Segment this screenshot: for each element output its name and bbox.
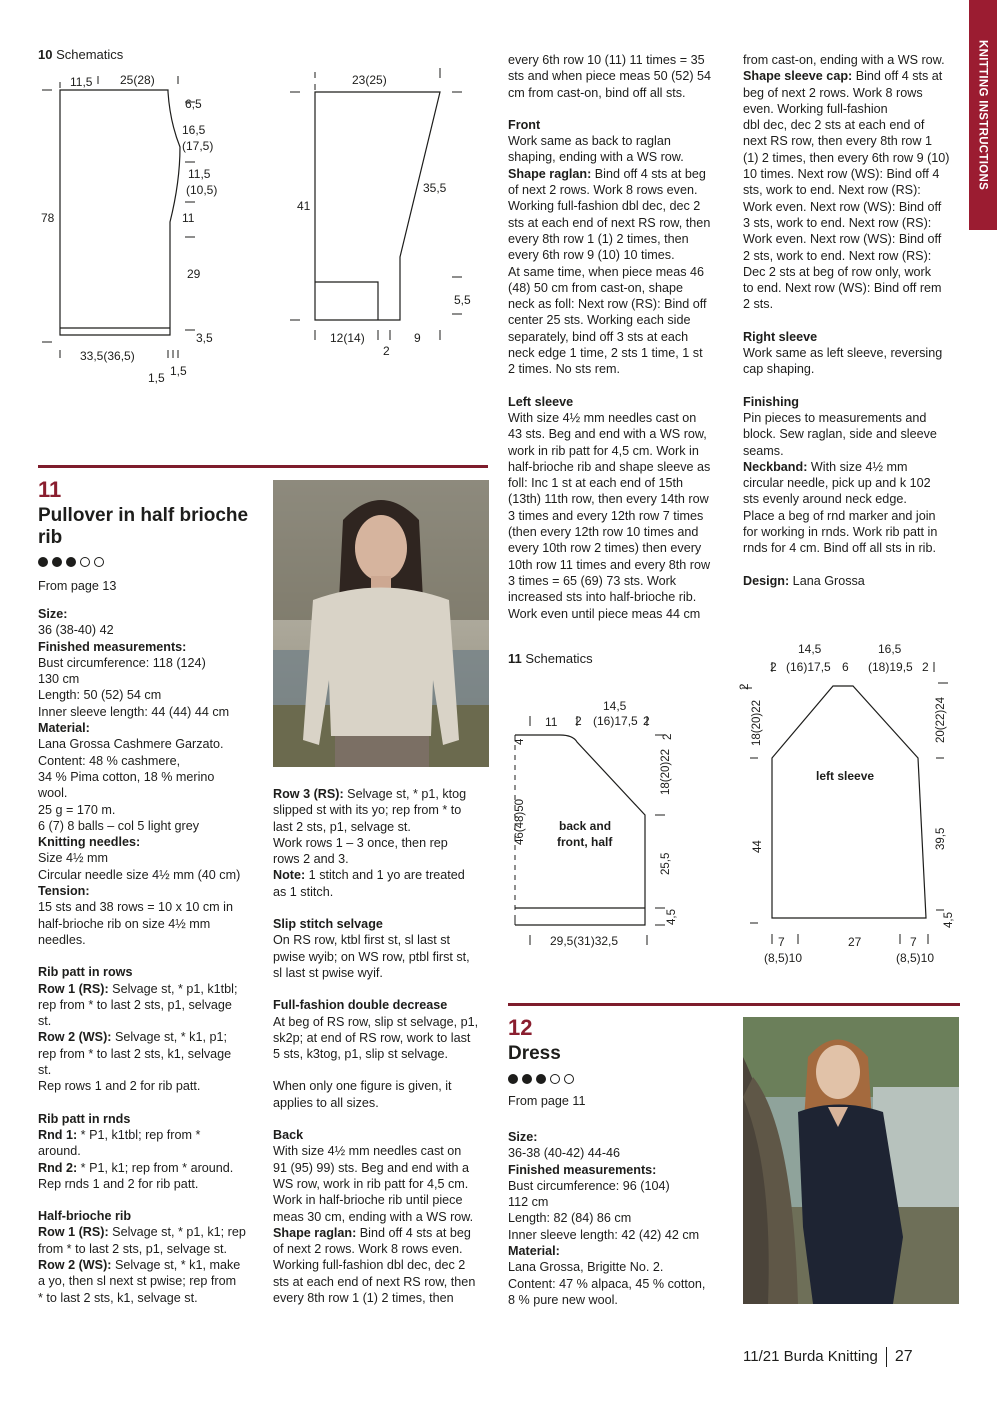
- paragraph-gap: [743, 557, 965, 573]
- dim-sleeve-gap: 2: [383, 344, 390, 358]
- schematic-11-sleeve: [728, 638, 968, 968]
- difficulty-dot-filled: [66, 557, 76, 567]
- text-line: sts evenly around neck edge.: [743, 492, 907, 507]
- text-line: st.: [38, 1014, 52, 1029]
- dim-sleeve11-cap-left-h: 18(20)22: [751, 699, 763, 746]
- paragraph-gap: [273, 981, 498, 997]
- text-line: 91 (95) 99) sts. Beg and end with a: [273, 1160, 470, 1175]
- pattern-11-col3: [508, 52, 733, 622]
- text-line-bold: Finishing: [743, 394, 799, 409]
- dim-back-raglan-alt: (10,5): [186, 183, 218, 197]
- text-line: 3 times = 65 (69) 73 sts. Work: [508, 573, 677, 588]
- paragraph-gap: [743, 313, 965, 329]
- text-line-bold: Rib patt in rnds: [38, 1111, 131, 1126]
- dim-back-raglan: 11,5: [188, 167, 211, 181]
- text-line-bold: Knitting needles:: [38, 835, 141, 850]
- dim-sleeve-right: 9: [414, 331, 421, 345]
- dim-back-body: 29: [187, 267, 201, 281]
- dim-body-gap: 2: [575, 714, 582, 728]
- text-line-bold: Size:: [508, 1130, 538, 1144]
- text-line: Bust circumference: 118 (124): [38, 655, 206, 670]
- text-line: Row 1 (RS): Selvage st, * p1, k1tbl;: [38, 981, 238, 996]
- text-line: 2 sts.: [743, 297, 774, 312]
- text-line-bold: Back: [273, 1128, 304, 1143]
- text-line: to end. Next row (WS): Bind off rem: [743, 281, 942, 296]
- text-line: Lana Grossa, Brigitte No. 2.: [508, 1260, 664, 1275]
- text-line: of next 2 rows. Work 8 rows even.: [273, 1242, 463, 1257]
- text-line: every 10th row 2 times) then every: [508, 541, 702, 556]
- dim-sleeve-cuff: 12(14): [330, 331, 365, 345]
- dim-sleeve11-gap: 2: [770, 660, 777, 674]
- text-line-bold: Front: [508, 117, 541, 132]
- paragraph-gap: [38, 1095, 268, 1111]
- dim-back-neck: 25(28): [120, 73, 155, 87]
- pattern-11-header: [38, 478, 268, 594]
- dim-sleeve-top: 23(25): [352, 73, 387, 87]
- text-line: sts, work to end. Next row (RS):: [743, 183, 921, 198]
- text-line: 3 times and every 12th row 7 times: [508, 508, 704, 523]
- text-line: even. Working full-fashion: [743, 101, 888, 116]
- text-line-bold: Tension:: [38, 884, 90, 899]
- pattern-11-mid-column: [273, 786, 498, 1306]
- text-line: 130 cm: [38, 672, 80, 687]
- text-line: (48) 50 cm from cast-on, shape: [508, 280, 683, 295]
- text-line: [743, 394, 965, 410]
- text-line: separately, bind off 3 sts at each: [508, 329, 689, 344]
- text-line: At beg of RS row, slip st selvage, p1,: [273, 1014, 479, 1029]
- dim-sleeve11-cap-left: (16)17,5: [786, 660, 831, 674]
- schematic-11-title: 11 Schematics: [508, 651, 593, 666]
- text-line: sts at each end of next RS row, then: [273, 1274, 476, 1289]
- text-line: Shape raglan: Bind off 4 sts at beg: [273, 1225, 471, 1240]
- text-line-bold: Design:: [743, 573, 790, 588]
- difficulty-dot-empty: [94, 557, 104, 567]
- text-line: sts at each end of next RS row, then: [508, 215, 711, 230]
- text-line: Work even until piece meas 44 cm: [508, 606, 701, 621]
- text-line-bold: Shape raglan:: [273, 1225, 357, 1240]
- difficulty-dot-filled: [536, 1074, 546, 1084]
- dim-body-gap2: 2: [643, 714, 650, 728]
- paragraph-gap: [508, 378, 733, 394]
- text-line: meas 30 cm, ending with a WS row.: [273, 1209, 474, 1224]
- text-line: slipped st with its yo; rep from * to: [273, 803, 462, 818]
- text-line: Pin pieces to measurements and: [743, 410, 927, 425]
- text-line: [38, 1208, 268, 1224]
- text-line-bold: Row 1 (RS):: [38, 1225, 109, 1240]
- text-line: work in rib patt for 4,5 cm. Work in: [508, 443, 699, 458]
- text-line: [38, 834, 268, 850]
- text-line: neck as foll: Next row (RS): Bind off: [508, 297, 707, 312]
- pattern-11-col4: [743, 52, 965, 589]
- schematic-10-sleeve: [280, 62, 490, 372]
- side-tab-label: KNITTING INSTRUCTIONS: [976, 40, 989, 191]
- text-line: With size 4½ mm needles cast on: [273, 1144, 462, 1159]
- text-line: Neckband: With size 4½ mm: [743, 459, 908, 474]
- text-line: Rep rnds 1 and 2 for rib patt.: [38, 1176, 199, 1191]
- text-line: every 6th row 9 (10) 10 times.: [508, 248, 675, 263]
- text-line: of next 2 rows. Work 8 rows even.: [508, 183, 698, 198]
- pattern-11-from-page: From page 13: [38, 579, 117, 593]
- text-line: [508, 1129, 733, 1145]
- text-line: [508, 394, 733, 410]
- text-line: [38, 964, 268, 980]
- dim-back-length: 78: [41, 211, 55, 225]
- difficulty-dot-empty: [564, 1074, 574, 1084]
- text-line: Length: 82 (84) 86 cm: [508, 1211, 632, 1226]
- paragraph-gap: [273, 900, 498, 916]
- schematic-11-body: [505, 690, 685, 955]
- pattern-11-left-column: [38, 606, 268, 1306]
- text-line: for working in rnds. Work rib patt in: [743, 525, 938, 540]
- text-line: Shape raglan: Bind off 4 sts at beg: [508, 166, 706, 181]
- text-line-bold: Shape raglan:: [508, 166, 592, 181]
- dim-sleeve11-length-b: 39,5: [935, 827, 947, 850]
- text-line: Lana Grossa Cashmere Garzato.: [38, 737, 224, 752]
- pattern-11-photo: [273, 480, 489, 767]
- text-line-bold: Slip stitch selvage: [273, 917, 383, 932]
- text-line: [38, 720, 268, 736]
- dim-sleeve11-cuff: 27: [848, 935, 862, 949]
- text-line-bold: Row 1 (RS):: [38, 981, 109, 996]
- text-line: half-brioche rib on size 4½ mm: [38, 916, 211, 931]
- text-line: (13th) 11th row, then every 14th row: [508, 492, 709, 507]
- text-line: Work rows 1 – 3 once, then rep: [273, 835, 448, 850]
- text-line: 36 (38-40) 42: [38, 623, 114, 638]
- schematic-10-title: 10 Schematics: [38, 47, 124, 62]
- dim-back-width: 33,5(36,5): [80, 349, 135, 363]
- label-left-sleeve: left sleeve: [816, 769, 875, 783]
- text-line: st.: [38, 1063, 52, 1078]
- text-line: [508, 1162, 733, 1178]
- text-line: from cast-on, ending with a WS row.: [743, 53, 945, 67]
- dim-sleeve11-gap2: 2: [922, 660, 929, 674]
- text-line: neck edge 1 time, 2 sts 1 time, 1 st: [508, 346, 703, 361]
- pattern-12-number: 12: [508, 1015, 533, 1040]
- text-line: a yo, then sl next st pwise; rep from: [38, 1274, 237, 1289]
- paragraph-gap: [508, 101, 733, 117]
- text-line: seams.: [743, 443, 784, 458]
- text-line: Row 2 (WS): Selvage st, * k1, make: [38, 1257, 241, 1272]
- text-line: applies to all sizes.: [273, 1095, 379, 1110]
- dim-body-length: 46(48)50: [514, 798, 526, 845]
- pattern-11-difficulty: [38, 557, 268, 567]
- text-line: block. Sew raglan, side and sleeve: [743, 427, 937, 442]
- difficulty-dot-filled: [508, 1074, 518, 1084]
- section-11-rule: [38, 465, 488, 468]
- dim-sleeve11-cap-right: (18)19,5: [868, 660, 913, 674]
- label-body-a: back and: [559, 819, 612, 833]
- dim-body-neck-depth: 4: [514, 738, 526, 745]
- text-line: beg of next 2 rows. Work 8 rows: [743, 85, 923, 100]
- text-line: sk2p; at end of RS row, work to last: [273, 1030, 471, 1045]
- text-line: rows 2 and 3.: [273, 852, 349, 867]
- text-line: every 8th row 1 (1) 2 times, then: [273, 1291, 454, 1306]
- difficulty-dot-empty: [550, 1074, 560, 1084]
- pattern-12-title: Dress: [508, 1043, 561, 1064]
- text-line: [38, 1111, 268, 1127]
- text-line: 2 times. No sts rem.: [508, 362, 620, 377]
- text-line: Work same as left sleeve, reversing: [743, 346, 943, 361]
- dim-sleeve11-cuff-r: 7: [910, 935, 917, 949]
- schematic-10-back: [30, 62, 250, 392]
- text-line: Design: Lana Grossa: [743, 573, 865, 588]
- text-line: 6 (7) 8 balls – col 5 light grey: [38, 818, 200, 833]
- text-line: cm from cast-on, bind off all sts.: [508, 85, 686, 100]
- text-line: rep from * to last 2 sts, k1, selvage: [38, 1046, 232, 1061]
- paragraph-gap: [273, 1062, 498, 1078]
- text-line: 15 sts and 38 rows = 10 x 10 cm in: [38, 900, 233, 915]
- text-line: Work in half-brioche rib until piece: [273, 1193, 463, 1208]
- text-line: Rnd 1: * P1, k1tbl; rep from *: [38, 1127, 201, 1142]
- text-line: increased sts into half-brioche rib.: [508, 590, 697, 605]
- text-line-bold: Full-fashion double decrease: [273, 998, 448, 1013]
- dim-body-shoulder: 11: [545, 715, 558, 729]
- text-line: When only one figure is given, it: [273, 1079, 452, 1094]
- text-line-bold: Row 3 (RS):: [273, 787, 344, 801]
- text-line: Shape sleeve cap: Bind off 4 sts at: [743, 69, 943, 84]
- dim-back-mid: 11: [182, 211, 195, 225]
- dim-sleeve11-cap-top: 6: [842, 660, 849, 674]
- text-line: shaping, ending with a WS row.: [508, 150, 684, 165]
- text-line: sts and when piece meas 50 (52) 54: [508, 69, 712, 84]
- text-line: Work same as back to raglan: [508, 134, 671, 149]
- text-line: [273, 997, 498, 1013]
- dim-sleeve-rib: 5,5: [454, 293, 471, 307]
- dim-sleeve-diag: 35,5: [423, 181, 447, 195]
- paragraph-gap: [273, 1111, 498, 1127]
- text-line: Dec 2 sts at beg of row only, work: [743, 264, 932, 279]
- dim-back-armhole: 16,5: [182, 123, 206, 137]
- dim-sleeve11-cuff-l: 7: [778, 935, 785, 949]
- text-line-bold: Half-brioche rib: [38, 1209, 132, 1224]
- text-line-bold: Rnd 2:: [38, 1160, 78, 1175]
- text-line-bold: Rib patt in rows: [38, 965, 133, 980]
- paragraph-gap: [743, 378, 965, 394]
- text-line: [508, 1243, 733, 1259]
- text-line: On RS row, ktbl first st, sl last st: [273, 933, 451, 948]
- dim-body-lower: 25,5: [660, 852, 672, 875]
- text-line: Rnd 2: * P1, k1; rep from * around.: [38, 1160, 234, 1175]
- footer-magazine: Burda Knitting: [783, 1347, 878, 1365]
- text-line: Size 4½ mm: [38, 851, 108, 866]
- dim-body-side-small: 2: [662, 733, 674, 740]
- text-line-bold: Material:: [38, 721, 90, 736]
- text-line: Place a beg of rnd marker and join: [743, 508, 936, 523]
- text-line: Content: 47 % alpaca, 45 % cotton,: [508, 1276, 706, 1291]
- dim-back-armhole-alt: (17,5): [182, 139, 214, 153]
- text-line: 43 sts. Beg and end with a WS row,: [508, 427, 707, 442]
- dim-back-neck-depth: 6,5: [185, 97, 202, 111]
- dim-sleeve11-rib: 4,5: [943, 912, 955, 928]
- text-line: 34 % Pima cotton, 18 % merino: [38, 769, 215, 784]
- text-line: foll: Inc 1 st at each end of 15th: [508, 476, 684, 491]
- page-footer: [743, 1347, 913, 1367]
- text-line: last 2 sts, p1, selvage st.: [273, 819, 411, 834]
- text-line: 25 g = 170 m.: [38, 802, 116, 817]
- text-line: 5 sts, k3tog, p1, slip st selvage.: [273, 1047, 449, 1062]
- text-line-bold: Finished measurements:: [508, 1162, 657, 1177]
- text-line: every 6th row 10 (11) 11 times = 35: [508, 53, 705, 67]
- text-line: center 25 sts. Working each side: [508, 313, 691, 328]
- text-line: [508, 117, 733, 133]
- text-line: wool.: [38, 786, 68, 801]
- dim-sleeve-length: 41: [297, 199, 311, 213]
- dim-sleeve11-cuff-l-alt: (8,5)10: [764, 951, 803, 965]
- text-line: 2 sts, work to end. Next row (RS):: [743, 248, 932, 263]
- text-line: (then every 12th row 10 times and: [508, 525, 699, 540]
- text-line-bold: Right sleeve: [743, 329, 818, 344]
- text-line: At same time, when piece meas 46: [508, 264, 704, 279]
- text-line: [743, 329, 965, 345]
- text-line: 8 % pure new wool.: [508, 1292, 618, 1307]
- text-line: Inner sleeve length: 42 (42) 42 cm: [508, 1227, 700, 1242]
- footer-separator: [886, 1347, 887, 1367]
- text-line: 112 cm: [508, 1195, 549, 1210]
- text-line: Row 3 (RS): Selvage st, * p1, ktog: [273, 787, 467, 801]
- text-line: from * to last 2 sts, p1, selvage st.: [38, 1241, 227, 1256]
- dim-back-edge-a: 1,5: [148, 371, 165, 385]
- difficulty-dot-filled: [522, 1074, 532, 1084]
- dim-sleeve11-top-b: 16,5: [878, 642, 902, 656]
- text-line: Work even. Next row (WS): Bind off: [743, 232, 942, 247]
- text-line: [38, 883, 268, 899]
- pattern-11-title: Pullover in half brioche rib: [38, 505, 249, 548]
- text-line-bold: Note:: [273, 868, 306, 883]
- text-line-bold: Rnd 1:: [38, 1127, 78, 1142]
- text-line: * to last 2 sts, k1, selvage st.: [38, 1290, 198, 1305]
- paragraph-gap: [38, 948, 268, 964]
- dim-sleeve11-cuff-r-alt: (8,5)10: [896, 951, 935, 965]
- text-line: [273, 1127, 498, 1143]
- text-line: Inner sleeve length: 44 (44) 44 cm: [38, 704, 230, 719]
- text-line: as 1 stitch.: [273, 884, 334, 899]
- pattern-12-column: [508, 1129, 733, 1308]
- text-line: 36-38 (40-42) 44-46: [508, 1146, 621, 1161]
- text-line-bold: Neckband:: [743, 459, 808, 474]
- dim-body-top: 14,5: [603, 699, 627, 713]
- text-line: Content: 48 % cashmere,: [38, 753, 181, 768]
- text-line-bold: Left sleeve: [508, 394, 574, 409]
- difficulty-dot-filled: [52, 557, 62, 567]
- text-line: needles.: [38, 932, 86, 947]
- dim-body-rib: 4,5: [666, 909, 678, 925]
- paragraph-gap: [38, 1192, 268, 1208]
- text-line-bold: Row 2 (WS):: [38, 1030, 112, 1045]
- text-line: [273, 916, 498, 932]
- text-line: Length: 50 (52) 54 cm: [38, 688, 162, 703]
- text-line: [38, 606, 268, 622]
- dim-body-neck: (16)17,5: [593, 714, 638, 728]
- text-line: dbl dec, dec 2 sts at each end of: [743, 118, 925, 133]
- text-line: (1) 2 times, then every 6th row 9 (10): [743, 150, 950, 165]
- text-line: rep from * to last 2 sts, p1, selvage: [38, 997, 232, 1012]
- dim-body-width: 29,5(31)32,5: [550, 934, 619, 948]
- text-line: Working full-fashion dbl dec, dec 2: [273, 1258, 466, 1273]
- text-line: With size 4½ mm needles cast on: [508, 410, 697, 425]
- text-line: WS row, work in rib patt for 4,5 cm.: [273, 1176, 469, 1191]
- pattern-11-number: 11: [38, 477, 62, 502]
- pattern-12-from-page: From page 11: [508, 1094, 586, 1108]
- dim-sleeve11-side-small: 2: [739, 683, 751, 690]
- text-line: Note: 1 stitch and 1 yo are treated: [273, 868, 465, 883]
- text-line: sl last st pwise wyif.: [273, 965, 383, 980]
- text-line: every 8th row 1 (1) 2 times, then: [508, 231, 689, 246]
- text-line: cap shaping.: [743, 362, 815, 377]
- text-line: pwise wyib; on WS row, ptbl first st,: [273, 949, 470, 964]
- text-line-bold: Material:: [508, 1244, 560, 1259]
- text-line-bold: Finished measurements:: [38, 639, 187, 654]
- text-line: next RS row, then every 8th row 1: [743, 134, 932, 149]
- text-line: Row 2 (WS): Selvage st, * k1, p1;: [38, 1030, 227, 1045]
- text-line: Circular needle size 4½ mm (40 cm): [38, 867, 241, 882]
- footer-issue: 11/21: [743, 1347, 780, 1365]
- dress-model-image: [743, 1017, 959, 1304]
- dim-sleeve11-top-a: 14,5: [798, 642, 822, 656]
- text-line: [38, 639, 268, 655]
- text-line: Bust circumference: 96 (104): [508, 1178, 670, 1193]
- dim-back-rib: 3,5: [196, 331, 213, 345]
- dim-sleeve11-length: 44: [752, 840, 764, 853]
- section-12-rule: [508, 1003, 960, 1006]
- text-line: 10 times. Next row (WS): Bind off 4: [743, 167, 940, 182]
- difficulty-dot-empty: [80, 557, 90, 567]
- sweater-model-image: [273, 480, 489, 767]
- pattern-12-header: [508, 1016, 733, 1109]
- difficulty-dot-filled: [38, 557, 48, 567]
- dim-back-edge-b: 1,5: [170, 364, 187, 378]
- text-line: Working full-fashion dbl dec, dec 2: [508, 199, 701, 214]
- text-line: 3 sts, work to end. Next row (RS):: [743, 215, 932, 230]
- text-line: circular needle, pick up and k 102: [743, 476, 931, 491]
- label-body-b: front, half: [557, 835, 613, 849]
- text-line-bold: Shape sleeve cap:: [743, 69, 853, 84]
- text-line-bold: Size:: [38, 607, 68, 621]
- text-line: Row 1 (RS): Selvage st, * p1, k1; rep: [38, 1225, 246, 1240]
- text-line: rnds for 4 cm. Bind off all sts in rib.: [743, 541, 936, 556]
- dim-body-raglan: 18(20)22: [660, 748, 672, 795]
- pattern-12-difficulty: [508, 1074, 733, 1084]
- side-tab: [969, 0, 997, 230]
- page-number: 27: [894, 1347, 913, 1365]
- pattern-12-photo: [743, 1017, 959, 1304]
- text-line: 10th row 11 times and every 8th row: [508, 557, 711, 572]
- text-line: around.: [38, 1144, 81, 1159]
- dim-back-shoulder: 11,5: [70, 75, 93, 89]
- text-line: half-brioche rib and shape sleeve as: [508, 459, 711, 474]
- text-line: Work even. Next row (WS): Bind off: [743, 199, 942, 214]
- text-line-bold: Row 2 (WS):: [38, 1257, 112, 1272]
- text-line: Rep rows 1 and 2 for rib patt.: [38, 1079, 201, 1094]
- dim-sleeve11-cap-right-h: 20(22)24: [935, 696, 947, 743]
